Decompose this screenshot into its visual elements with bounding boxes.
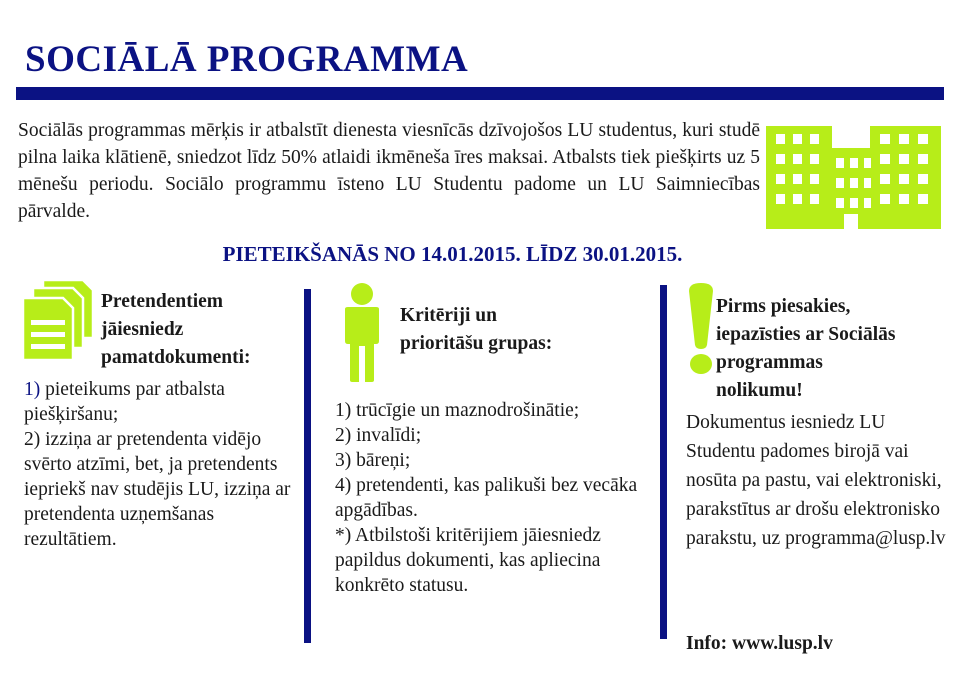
- criteria-list: [335, 398, 645, 598]
- criteria-heading: [400, 302, 640, 358]
- item-text: pieteikums par atbalsta piešķiršanu;: [24, 379, 225, 425]
- item-number: 1): [24, 379, 41, 400]
- heading-line: pamatdokumenti:: [101, 347, 251, 368]
- page-title: SOCIĀLĀ PROGRAMMA: [25, 39, 469, 80]
- info-link[interactable]: Info: www.lusp.lv: [686, 633, 833, 654]
- intro-text: Sociālās programmas mērķis ir atbalstīt dienesta viesnīcās dzīvojošos LU studentus, kuri studē pilna laika klātienē, sniedzot līdz 50% atlaidi ikmēneša īres maksai. Atbalsts tiek piešķirts uz 5 mēnešu periodu. Sociālo programmu īsteno LU Studentu padome un LU Saimniecības pārvalde.: [18, 120, 760, 222]
- notice-heading: [716, 293, 944, 405]
- heading-line: programmas: [716, 352, 823, 373]
- heading-line: iepazīsties ar Sociālās: [716, 324, 896, 345]
- heading-line: Kritēriji un: [400, 305, 497, 326]
- documents-list: [24, 377, 296, 552]
- intro-paragraph: [18, 117, 760, 225]
- building-icon: [766, 126, 941, 229]
- column-divider: [660, 285, 667, 639]
- title-rule: [16, 87, 944, 100]
- heading-line: prioritāšu grupas:: [400, 333, 553, 354]
- list-item: *) Atbilstoši kritērijiem jāiesniedz papildus dokumenti, kas apliecina konkrēto statusu.: [335, 525, 601, 596]
- list-item: 2) invalīdi;: [335, 425, 422, 446]
- list-item: 4) pretendenti, kas palikuši bez vecāka apgādības.: [335, 475, 638, 521]
- documents-icon: [21, 278, 95, 362]
- heading-line: nolikumu!: [716, 380, 803, 401]
- column-divider: [304, 289, 311, 643]
- heading-line: Pirms piesakies,: [716, 296, 851, 317]
- heading-line: jāiesniedz: [101, 319, 184, 340]
- application-period: PIETEIKŠANĀS NO 14.01.2015. LĪDZ 30.01.2015.: [222, 242, 683, 266]
- list-item: 1) trūcīgie un maznodrošinātie;: [335, 400, 580, 421]
- heading-line: Pretendentiem: [101, 291, 224, 312]
- exclamation-icon: [686, 283, 716, 375]
- list-item: [24, 377, 296, 427]
- submission-text: Dokumentus iesniedz LU Studentu padomes birojā vai nosūta pa pastu, vai elektroniski, parakstītus ar drošu elektronisko parakstu, uz programma@lusp.lv: [686, 412, 946, 549]
- submission-info: [686, 408, 948, 553]
- person-icon: [339, 283, 385, 382]
- list-item: 2) izziņa ar pretendenta vidējo svērto atzīmi, bet, ja pretendents iepriekš nav studējis LU, izziņa ar pretendenta uzņemšanas rezultātiem.: [24, 429, 291, 550]
- list-item: 3) bāreņi;: [335, 450, 411, 471]
- documents-heading: [101, 288, 291, 372]
